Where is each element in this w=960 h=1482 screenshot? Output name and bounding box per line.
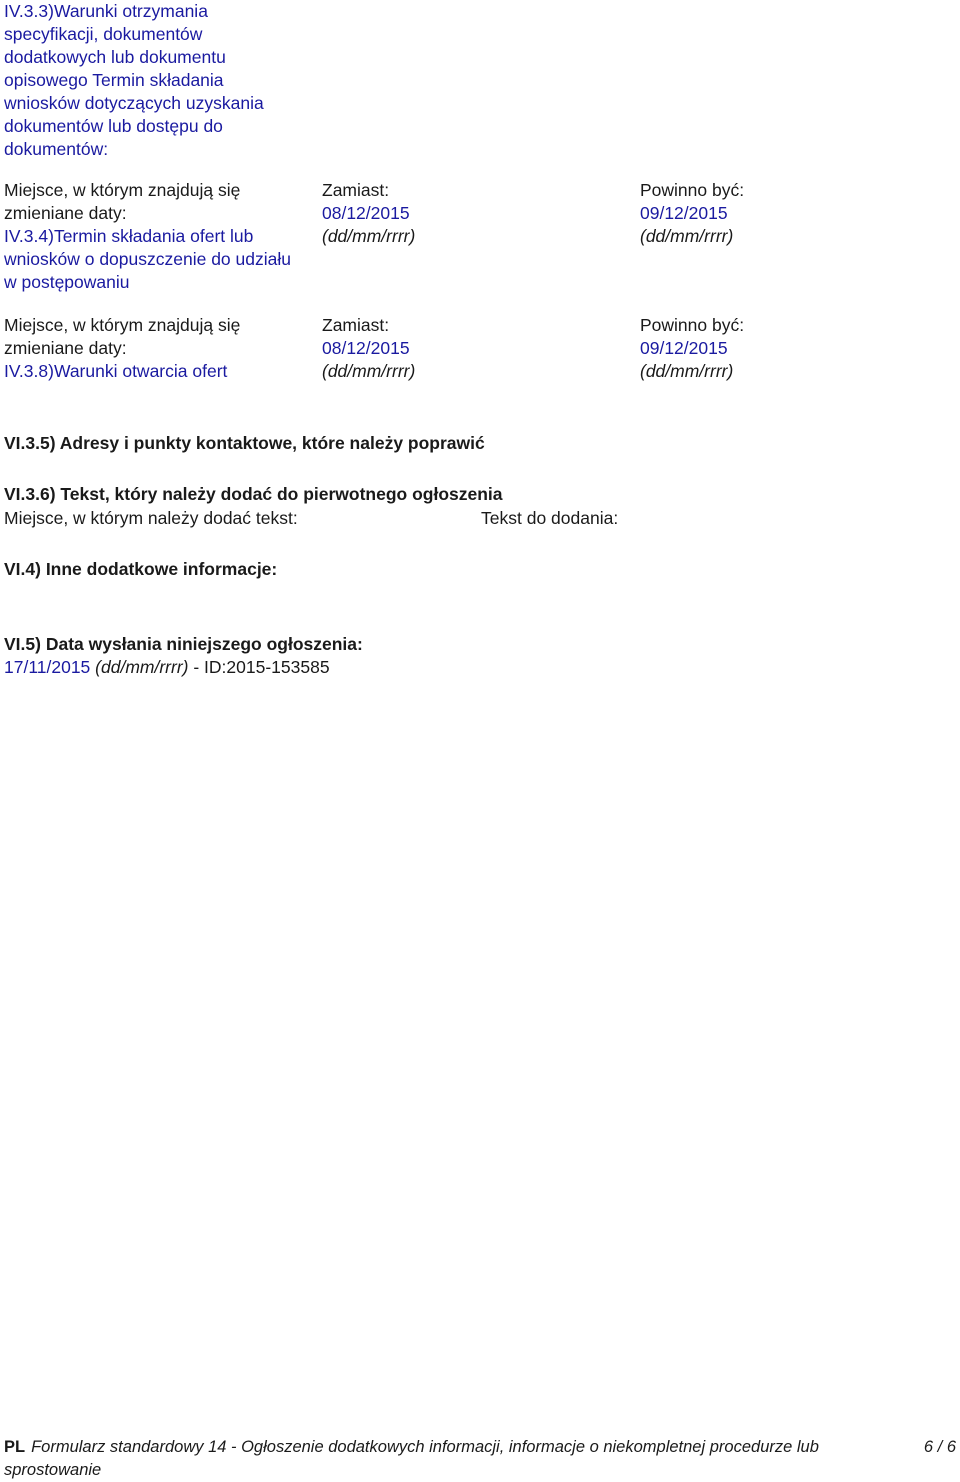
should-column — [640, 179, 744, 248]
place-label-line: zmieniane daty: — [4, 338, 127, 358]
should-column — [640, 314, 744, 383]
section-ref — [4, 360, 227, 383]
should-label: Powinno być: — [640, 315, 745, 335]
section-ref-line: w postępowaniu — [4, 272, 130, 292]
instead-label: Zamiast: — [322, 180, 390, 200]
should-format: (dd/mm/rrrr) — [640, 226, 734, 246]
place-label-line: zmieniane daty: — [4, 203, 127, 223]
vi36-text-label: Tekst do dodania: — [481, 508, 619, 528]
intro-heading — [4, 0, 264, 161]
send-id: - ID:2015-153585 — [193, 657, 330, 677]
intro-heading-line: specyfikacji, dokumentów — [4, 24, 203, 44]
instead-date: 08/12/2015 — [322, 338, 410, 358]
place-label-line: Miejsce, w którym znajdują się — [4, 180, 241, 200]
place-label — [4, 314, 240, 360]
footer-page-number: 6 / 6 — [923, 1438, 956, 1456]
footer-description: Formularz standardowy 14 - Ogłoszenie dodatkowych informacji, informacje o niekompletnej procedurze lub — [31, 1438, 819, 1456]
intro-heading-line: wniosków dotyczących uzyskania — [4, 93, 264, 113]
intro-heading-line: IV.3.3)Warunki otrzymania — [4, 1, 208, 21]
footer-description-cont: sprostowanie — [4, 1461, 102, 1479]
place-label-line: Miejsce, w którym znajdują się — [4, 315, 241, 335]
should-format: (dd/mm/rrrr) — [640, 361, 734, 381]
intro-heading-line: opisowego Termin składania — [4, 70, 224, 90]
vi35-heading: VI.3.5) Adresy i punkty kontaktowe, które należy poprawić — [4, 433, 485, 453]
vi5-heading: VI.5) Data wysłania niniejszego ogłoszenia: — [4, 634, 363, 654]
section-ref-line: IV.3.8)Warunki otwarcia ofert — [4, 361, 228, 381]
section-ref — [4, 225, 291, 294]
send-date: 17/11/2015 — [4, 657, 91, 677]
page-footer — [4, 1436, 956, 1482]
intro-heading-line: dokumentów lub dostępu do — [4, 116, 223, 136]
instead-date: 08/12/2015 — [322, 203, 410, 223]
intro-heading-line: dodatkowych lub dokumentu — [4, 47, 226, 67]
should-label: Powinno być: — [640, 180, 745, 200]
instead-column — [322, 179, 415, 248]
instead-label: Zamiast: — [322, 315, 390, 335]
instead-column — [322, 314, 415, 383]
instead-format: (dd/mm/rrrr) — [322, 226, 416, 246]
section-ref-line: IV.3.4)Termin składania ofert lub — [4, 226, 254, 246]
send-date-format: (dd/mm/rrrr) — [95, 657, 189, 677]
place-label — [4, 179, 240, 225]
send-date-line — [4, 656, 330, 679]
vi36-place-label: Miejsce, w którym należy dodać tekst: — [4, 508, 298, 528]
section-ref-line: wniosków o dopuszczenie do udziału — [4, 249, 291, 269]
should-date: 09/12/2015 — [640, 203, 728, 223]
vi4-heading: VI.4) Inne dodatkowe informacje: — [4, 559, 278, 579]
intro-heading-line: dokumentów: — [4, 139, 109, 159]
should-date: 09/12/2015 — [640, 338, 728, 358]
instead-format: (dd/mm/rrrr) — [322, 361, 416, 381]
vi36-heading: VI.3.6) Tekst, który należy dodać do pierwotnego ogłoszenia — [4, 484, 503, 504]
footer-lang: PL — [4, 1438, 26, 1456]
